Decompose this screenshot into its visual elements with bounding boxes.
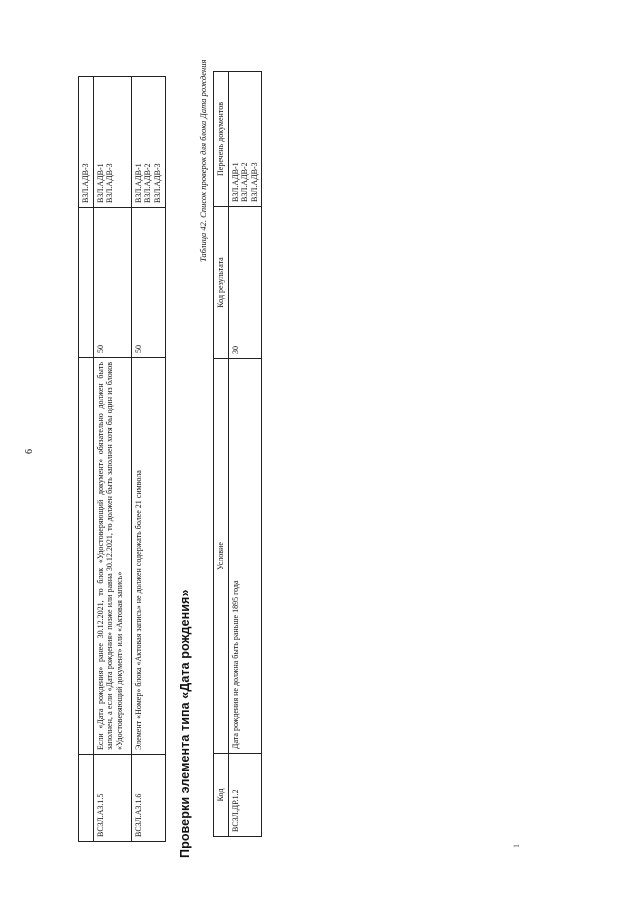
doc-code: ВЗЛ.АДВ-3 (249, 162, 259, 202)
section-heading: Проверки элемента типа «Дата рождения» (178, 589, 192, 858)
row-code: ВСЗЛ.АЗ.1.6 (131, 755, 165, 842)
row-code (79, 755, 94, 842)
table-row (93, 77, 131, 842)
header-code: Код (214, 754, 229, 837)
row-code: ВСЗЛ.ДР.1.2 (228, 754, 262, 837)
page-number: 6 (24, 449, 35, 454)
birthdate-checks-table (213, 71, 262, 837)
doc-code: ВЗЛ.АДВ-2 (143, 163, 152, 203)
doc-code: ВЗЛ.АДВ-1 (95, 163, 105, 203)
row-docs (131, 77, 165, 208)
table-row (131, 77, 165, 842)
doc-code: ВЗЛ.АДВ-3 (152, 163, 162, 203)
doc-code: ВЗЛ.АДВ-3 (105, 163, 114, 203)
row-docs (228, 72, 262, 207)
header-condition: Условие (214, 359, 229, 754)
row-condition: Элемент «Номер» блока «Актовая запись» не должен содержать более 21 символа (131, 358, 165, 755)
row-result-code: 30 (228, 207, 262, 359)
row-docs (79, 77, 94, 208)
table-caption: Таблица 42. Список проверок для блока Дата рождения (198, 59, 208, 262)
rotated-page (0, 59, 600, 902)
header-result-code: Код результата (214, 207, 229, 359)
row-docs (93, 77, 131, 208)
checks-table-continued (78, 76, 166, 842)
doc-code: ВЗЛ.АДВ-3 (81, 163, 90, 203)
table-row (79, 77, 94, 842)
table-header-row (214, 72, 229, 837)
margin-mark: 1 (512, 844, 521, 848)
table-row (228, 72, 262, 837)
header-docs: Перечень документов (214, 72, 229, 207)
doc-code: ВЗЛ.АДВ-1 (230, 162, 240, 202)
row-condition: Если «Дата рождения» ранее 30.12.2021, то блок «Удостоверяющий документ» обязательно должен быть заполнен, а если «Дата рождения» позже или равна 30.12.2021, то должен быть заполнен хотя бы один из блоков «Удостоверяющий документ» или «Актовая запись» (93, 358, 131, 755)
row-result-code: 50 (93, 208, 131, 358)
doc-code: ВЗЛ.АДВ-2 (240, 162, 249, 202)
row-result-code: 50 (131, 208, 165, 358)
row-condition: Дата рождения не должна быть раньше 1895 года (228, 359, 262, 754)
row-code: ВСЗЛ.АЗ.1.5 (93, 755, 131, 842)
doc-code: ВЗЛ.АДВ-1 (133, 163, 143, 203)
row-condition (79, 358, 94, 755)
row-result-code (79, 208, 94, 358)
